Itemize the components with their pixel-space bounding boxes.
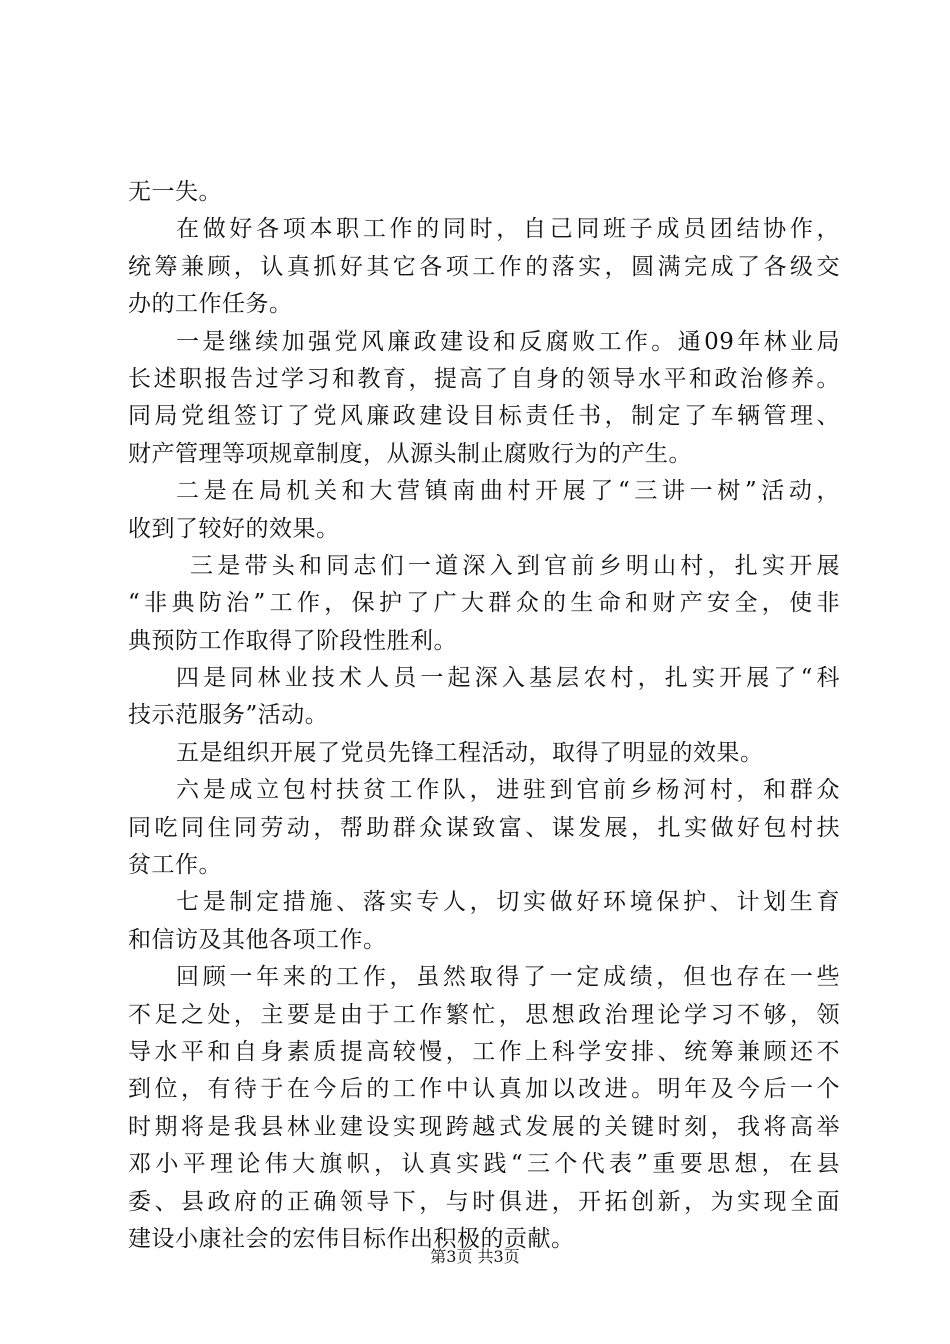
text-line: 委、县政府的正确领导下，与时俱进，开拓创新，为实现全面 bbox=[128, 1188, 840, 1215]
text-line: 邓小平理论伟大旗帜，认真实践“三个代表”重要思想，在县 bbox=[128, 1151, 840, 1178]
text-line: 技示范服务”活动。 bbox=[128, 702, 329, 729]
text-line: 和信访及其他各项工作。 bbox=[128, 926, 387, 953]
text-line: 到位，有待于在今后的工作中认真加以改进。明年及今后一个 bbox=[128, 1076, 840, 1103]
text-line: 建设小康社会的宏伟目标作出积极的贡献。 bbox=[128, 1225, 575, 1252]
text-line: 导水平和自身素质提高较慢，工作上科学安排、统筹兼顾还不 bbox=[128, 1038, 840, 1065]
text-line: 二是在局机关和大营镇南曲村开展了“三讲一树”活动， bbox=[176, 478, 840, 505]
text-line: 办的工作任务。 bbox=[128, 291, 293, 318]
text-line: 三是带头和同志们一道深入到官前乡明山村，扎实开展 bbox=[190, 552, 840, 579]
document-body bbox=[128, 174, 840, 1258]
text-line: 长述职报告过学习和教育，提高了自身的领导水平和政治修养。 bbox=[128, 365, 840, 392]
text-line: 同局党组签订了党风廉政建设目标责任书，制定了车辆管理、 bbox=[128, 403, 840, 430]
text-line: 财产管理等项规章制度，从源头制止腐败行为的产生。 bbox=[128, 440, 692, 467]
text-line: 无一失。 bbox=[128, 179, 222, 205]
text-line: 不足之处，主要是由于工作繁忙，思想政治理论学习不够，领 bbox=[128, 1001, 840, 1028]
text-line: 七是制定措施、落实专人，切实做好环境保护、计划生育 bbox=[176, 889, 840, 916]
text-line: 典预防工作取得了阶段性胜利。 bbox=[128, 627, 457, 654]
page-number-footer: 第3页 共3页 bbox=[430, 1247, 520, 1266]
text-line: 统筹兼顾，认真抓好其它各项工作的落实，圆满完成了各级交 bbox=[128, 253, 840, 280]
text-line: 一是继续加强党风廉政建设和反腐败工作。通09年林业局 bbox=[176, 328, 840, 355]
text-line: “非典防治”工作，保护了广大群众的生命和财产安全，使非 bbox=[128, 590, 840, 617]
text-line: 贫工作。 bbox=[128, 852, 222, 879]
text-line: 回顾一年来的工作，虽然取得了一定成绩，但也存在一些 bbox=[176, 964, 840, 991]
text-line: 同吃同住同劳动，帮助群众谋致富、谋发展，扎实做好包村扶 bbox=[128, 814, 840, 841]
text-line: 五是组织开展了党员先锋工程活动，取得了明显的效果。 bbox=[176, 739, 764, 766]
text-line: 四是同林业技术人员一起深入基层农村，扎实开展了“科 bbox=[176, 665, 840, 692]
text-line: 收到了较好的效果。 bbox=[128, 515, 340, 542]
text-line: 六是成立包村扶贫工作队，进驻到官前乡杨河村，和群众 bbox=[176, 777, 840, 804]
text-line: 时期将是我县林业建设实现跨越式发展的关键时刻，我将高举 bbox=[128, 1113, 840, 1140]
text-line: 在做好各项本职工作的同时，自己同班子成员团结协作， bbox=[176, 216, 840, 243]
